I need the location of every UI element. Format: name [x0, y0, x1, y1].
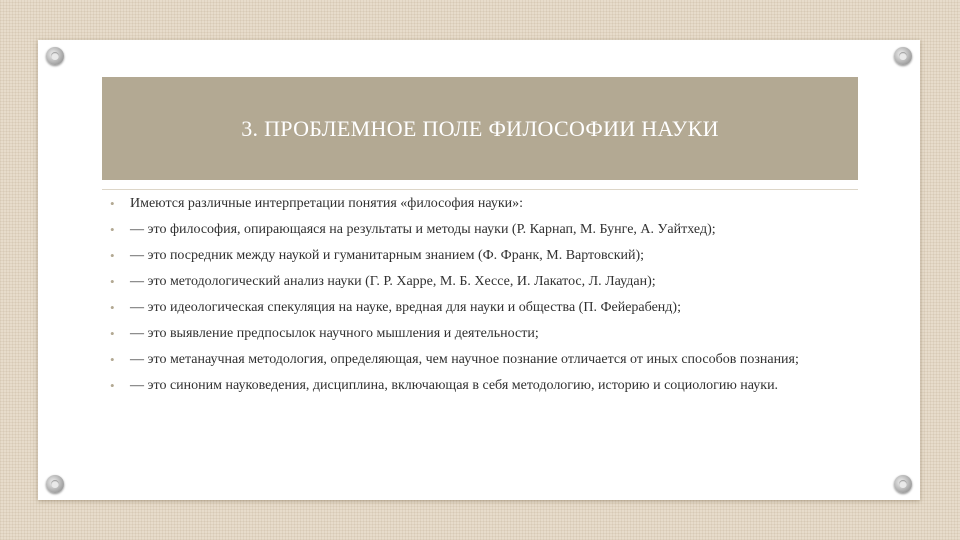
pushpin-icon [46, 475, 64, 493]
list-item [108, 378, 858, 393]
list-item [108, 352, 858, 367]
list-item-text: — это философия, опирающаяся на результаты и методы науки (Р. Карнап, М. Бунге, А. Уайтхед); [130, 222, 716, 237]
slide-card [38, 40, 920, 500]
bullet-icon: • [110, 196, 115, 211]
pushpin-icon [894, 475, 912, 493]
list-item-text: — это синоним науковедения, дисциплина, включающая в себя методологию, историю и социологию науки. [130, 378, 779, 393]
list-item-text: — это методологический анализ науки (Г. Р. Харре, М. Б. Хессе, И. Лакатос, Л. Лаудан); [130, 274, 656, 289]
pushpin-icon [894, 47, 912, 65]
bullet-icon: • [110, 274, 115, 289]
list-item-text: — это метанаучная методология, определяющая, чем научное познание отличается от иных способов познания; [130, 352, 799, 367]
list-item [108, 300, 858, 315]
bullet-icon: • [110, 300, 115, 315]
divider [102, 189, 858, 190]
list-item [108, 274, 858, 289]
bullet-icon: • [110, 248, 115, 263]
bullet-icon: • [110, 352, 115, 367]
pushpin-icon [46, 47, 64, 65]
title-banner [102, 77, 858, 180]
list-item-text: — это посредник между наукой и гуманитарным знанием (Ф. Франк, М. Вартовский); [130, 248, 645, 263]
bullet-icon: • [110, 222, 115, 237]
bullet-list [108, 196, 858, 404]
list-item [108, 222, 858, 237]
list-item-text: — это выявление предпосылок научного мышления и деятельности; [130, 326, 539, 341]
list-item [108, 196, 858, 211]
list-item-text: Имеются различные интерпретации понятия «философия науки»: [130, 196, 524, 211]
bullet-icon: • [110, 326, 115, 341]
list-item-text: — это идеологическая спекуляция на науке, вредная для науки и общества (П. Фейерабенд); [130, 300, 681, 315]
list-item [108, 326, 858, 341]
list-item [108, 248, 858, 263]
bullet-icon: • [110, 378, 115, 393]
slide-title: 3. ПРОБЛЕМНОЕ ПОЛЕ ФИЛОСОФИИ НАУКИ [241, 115, 719, 141]
